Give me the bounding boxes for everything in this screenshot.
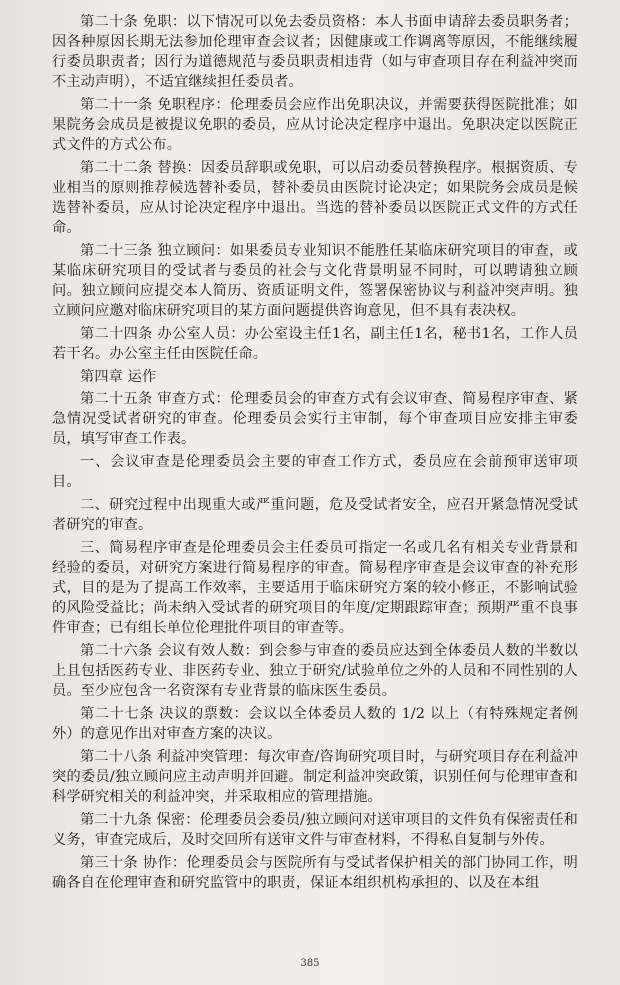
article-22-paragraph: 第二十二条 替换：因委员辞职或免职，可以启动委员替换程序。根据资质、专业相当的原则推荐候选替补委员，替补委员由医院讨论决定；如果院务会成员是候选替补委员，应从讨论决定程序中退出。当选的替补委员以医院正式文件的方式任命。: [52, 160, 578, 236]
article-30-paragraph: 第三十条 协作：伦理委员会与医院所有与受试者保护相关的部门协同工作，明确各自在伦理审查和研究监管中的职责，保证本组织机构承担的、以及在本组: [52, 855, 578, 891]
article-25-paragraph: 第二十五条 审查方式：伦理委员会的审查方式有会议审查、简易程序审查、紧急情况受试者研究的审查。伦理委员会实行主审制，每个审查项目应安排主审委员，填写审查工作表。: [52, 391, 578, 447]
article-26-paragraph: 第二十六条 会议有效人数：到会参与审查的委员应达到全体委员人数的半数以上且包括医药专业、非医药专业、独立于研究/试验单位之外的人员和不同性别的人员。至少应包含一名资深有专业背景的临床医生委员。: [52, 643, 578, 699]
article-25-item-3: 三、简易程序审查是伦理委员会主任委员可指定一名或几名有相关专业背景和经验的委员，对研究方案进行简易程序的审查。简易程序审查是会议审查的补充形式，目的是为了提高工作效率，主要适用于临床研究方案的较小修正，不影响试验的风险受益比；尚未纳入受试者的研究项目的年度/定期跟踪审查；预期严重不良事件审查；已有组长单位伦理批件项目的审查等。: [52, 540, 578, 636]
article-23-paragraph: 第二十三条 独立顾问：如果委员专业知识不能胜任某临床研究项目的审查，或某临床研究项目的受试者与委员的社会与文化背景明显不同时，可以聘请独立顾问。独立顾问应提交本人简历、资质证明文件，签署保密协议与利益冲突声明。独立顾问应邀对临床研究项目的某方面问题提供咨询意见，但不具有表决权。: [52, 243, 578, 319]
article-25-item-2: 二、研究过程中出现重大或严重问题，危及受试者安全，应召开紧急情况受试者研究的审查。: [52, 497, 578, 533]
article-21-paragraph: 第二十一条 免职程序：伦理委员会应作出免职决议，并需要获得医院批准；如果院务会成员是被提议免职的委员，应从讨论决定程序中退出。免职决定以医院正式文件的方式公布。: [52, 97, 578, 153]
article-25-item-1: 一、会议审查是伦理委员会主要的审查工作方式，委员应在会前预审送审项目。: [52, 454, 578, 490]
article-29-paragraph: 第二十九条 保密：伦理委员会委员/独立顾问对送审项目的文件负有保密责任和义务，审查完成后，及时交回所有送审文件与审查材料，不得私自复制与外传。: [52, 812, 578, 848]
article-24-paragraph: 第二十四条 办公室人员：办公室设主任1名，副主任1名，秘书1名，工作人员若干名。办公室主任由医院任命。: [52, 326, 578, 362]
page-number: 385: [300, 958, 320, 969]
article-27-paragraph: 第二十七条 决议的票数：会议以全体委员人数的 1/2 以上（有特殊规定者例外）的意见作出对审查方案的决议。: [52, 706, 578, 742]
chapter-4-heading: 第四章 运作: [80, 369, 157, 385]
article-20-paragraph: 第二十条 免职：以下情况可以免去委员资格：本人书面申请辞去委员职务者；因各种原因长期无法参加伦理审查会议者；因健康或工作调离等原因，不能继续履行委员职责者；因行为道德规范与委员职责相违背（如与审查项目存在利益冲突而不主动声明），不适宜继续担任委员者。: [52, 14, 578, 90]
document-body: [52, 12, 578, 896]
article-28-paragraph: 第二十八条 利益冲突管理：每次审查/咨询研究项目时，与研究项目存在利益冲突的委员/独立顾问应主动声明并回避。制定利益冲突政策，识别任何与伦理审查和科学研究相关的利益冲突，并采取相应的管理措施。: [52, 749, 578, 805]
